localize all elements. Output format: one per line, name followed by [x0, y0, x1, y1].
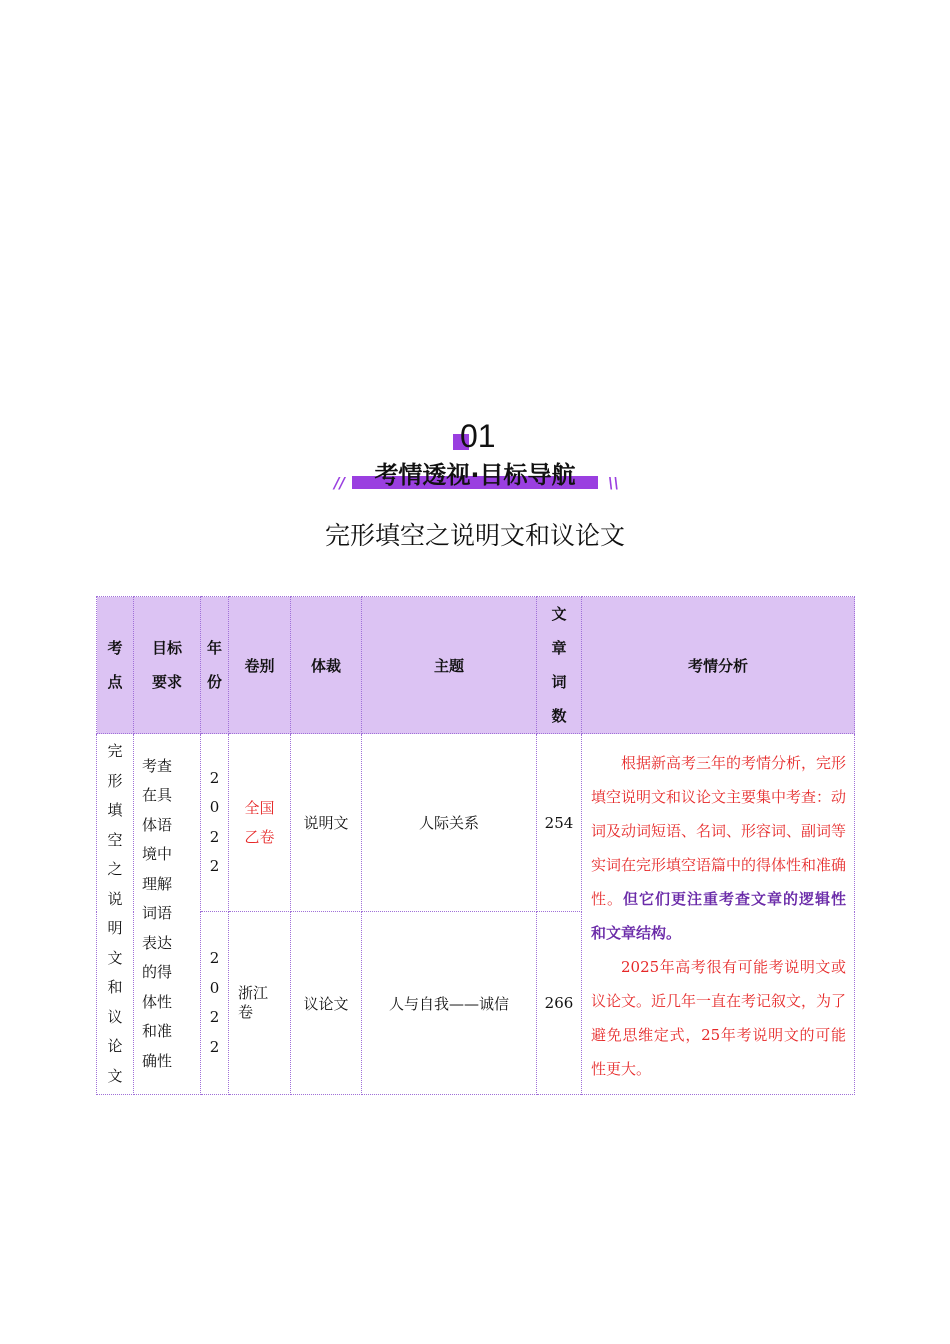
header-word-count: 文 章 词 数 [537, 597, 582, 734]
year-cell: 2 0 2 2 [201, 912, 229, 1095]
banner-slash-left: // [334, 474, 345, 492]
header-year: 年 份 [201, 597, 229, 734]
header-goal: 目标 要求 [134, 597, 201, 734]
header-theme: 主题 [362, 597, 537, 734]
exam-point-cell: 完 形 填 空 之 说 明 文 和 议 论 文 [97, 734, 134, 1095]
paper-cell: 浙江 卷 [229, 912, 291, 1095]
genre-cell: 说明文 [291, 734, 362, 912]
header-paper: 卷别 [229, 597, 291, 734]
paper-cell: 全国 乙卷 [229, 734, 291, 912]
header-point: 考 点 [97, 597, 134, 734]
header-genre: 体裁 [291, 597, 362, 734]
section-number: 01 [460, 418, 496, 454]
table-header-row [97, 597, 855, 734]
theme-cell: 人际关系 [362, 734, 537, 912]
analysis-highlight: 但它们更注重考查文章的逻辑性和文章结构。 [591, 890, 846, 942]
goal-cell: 考查 在具 体语 境中 理解 词语 表达 的得 体性 和准 确性 [134, 734, 201, 1095]
exam-analysis-table [96, 596, 855, 1095]
banner-slash-right: \\ [608, 474, 619, 492]
word-count-cell: 266 [537, 912, 582, 1095]
theme-cell: 人与自我——诚信 [362, 912, 537, 1095]
analysis-paragraph-1: 根据新高考三年的考情分析，完形填空说明文和议论文主要集中考查：动词及动词短语、名词、形容词、副词等实词在完形填空语篇中的得体性和准确性。但它们更注重考查文章的逻辑性和文章结构。 [591, 754, 847, 942]
banner-title: 考情透视·目标导航 [374, 461, 576, 489]
table-row [97, 734, 855, 912]
analysis-cell [582, 734, 855, 1095]
year-cell: 2 0 2 2 [201, 734, 229, 912]
document-title: 完形填空之说明文和议论文 [324, 521, 625, 550]
word-count-cell: 254 [537, 734, 582, 912]
genre-cell: 议论文 [291, 912, 362, 1095]
header-analysis: 考情分析 [582, 597, 855, 734]
analysis-paragraph-2: 2025年高考很有可能考说明文或议论文。近几年一直在考记叙文，为了避免思维定式，25年考说明文的可能性更大。 [591, 958, 847, 1078]
